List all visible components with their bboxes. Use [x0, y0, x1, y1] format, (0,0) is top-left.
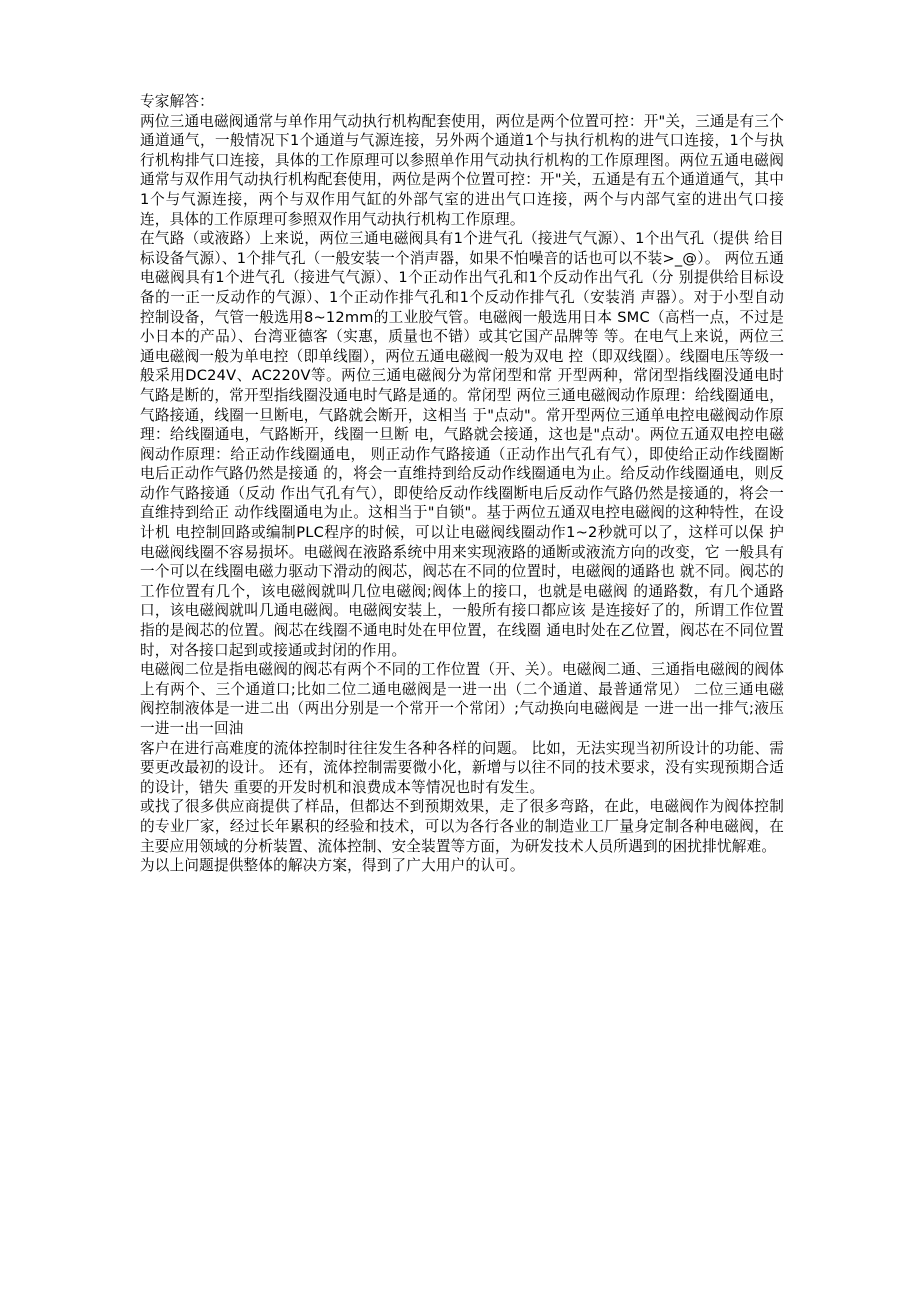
paragraph-valve-overview: 两位三通电磁阀通常与单作用气动执行机构配套使用，两位是两个位置可控：开"关，三通是有三个通道通气，一般情况下1个通道与气源连接，另外两个通道1个与执行机构的进气口连接，1个与执行机构排气口连接，具体的工作原理可以参照单作用气动执行机构的工作原理图。两位五通电磁阀通常与双作用气动执行机构配套使用，两位是两个位置可控：开"关，五通是有五个通道通气，其中1个与气源连接，两个与双作用气缸的外部气室的进出气口连接，两个与内部气室的进出气口接连，具体的工作原理可参照双作用气动执行机构工作原理。 — [140, 112, 784, 228]
paragraph-air-circuit-detail: 在气路（或液路）上来说，两位三通电磁阀具有1个进气孔（接进气气源）、1个出气孔（提供 给目标设备气源）、1个排气孔（一般安装一个消声器，如果不怕噪音的话也可以不装>_@）。 两位五通电磁阀具有1个进气孔（接进气气源）、1个正动作出气孔和1个反动作出气孔（分 别提供给目标设备的一正一反动作的气源）、1个正动作排气孔和1个反动作排气孔（安装消 声器）。对于小型自动控制设备，气管一般选用8~12mm的工业胶气管。电磁阀一般选用日本 SMC（高档一点，不过是小日本的产品）、台湾亚德客（实惠，质量也不错）或其它国产品牌等 等。在电气上来说，两位三通电磁阀一般为单电控（即单线圈），两位五通电磁阀一般为双电 控（即双线圈）。线圈电压等级一般采用DC24V、AC220V等。两位三通电磁阀分为常闭型和常 开型两种，常闭型指线圈没通电时气路是断的，常开型指线圈没通电时气路是通的。常闭型 两位三通电磁阀动作原理：给线圈通电，气路接通，线圈一旦断电，气路就会断开，这相当 于"点动"。常开型两位三通单电控电磁阀动作原理：给线圈通电，气路断开，线圈一旦断 电，气路就会接通，这也是"点动'。两位五通双电控电磁阀动作原理：给正动作线圈通电， 则正动作气路接通（正动作出气孔有气），即使给正动作线圈断电后正动作气路仍然是接通 的，将会一直维持到给反动作线圈通电为止。给反动作线圈通电，则反动作气路接通（反动 作出气孔有气），即使给反动作线圈断电后反动作气路仍然是接通的，将会一直维持到给正 动作线圈通电为止。这相当于"自锁"。基于两位五通双电控电磁阀的这种特性，在设计机 电控制回路或编制PLC程序的时候，可以让电磁阀线圈动作1~2秒就可以了，这样可以保 护电磁阀线圈不容易损坏。电磁阀在液路系统中用来实现液路的通断或液流方向的改变，它 一般具有一个可以在线圈电磁力驱动下滑动的阀芯，阀芯在不同的位置时，电磁阀的通路也 就不同。阀芯的工作位置有几个，该电磁阀就叫几位电磁阀;阀体上的接口，也就是电磁阀 的通路数，有几个通路口，该电磁阀就叫几通电磁阀。电磁阀安装上，一般所有接口都应该 是连接好了的，所谓工作位置指的是阀芯的位置。阀芯在线圈不通电时处在甲位置，在线圈 通电时处在乙位置，阀芯在不同位置时，对各接口起到或接通或封闭的作用。 — [140, 230, 784, 659]
paragraph-manufacturer-solution: 或找了很多供应商提供了样品，但都达不到预期效果，走了很多弯路，在此，电磁阀作为阀体控制的专业厂家，经过长年累积的经验和技术，可以为各行各业的制造业工厂量身定制各种电磁阀，在主要应用领域的分析装置、流体控制、安全装置等方面，为研发技术人员所遇到的困扰排忧解难。 — [140, 798, 784, 855]
document-body — [140, 92, 784, 876]
document-title: 专家解答： — [140, 93, 214, 110]
paragraph-valve-positions: 电磁阀二位是指电磁阀的阀芯有两个不同的工作位置（开、关）。电磁阀二通、三通指电磁阀的阀体上有两个、三个通道口;比如二位二通电磁阀是一进一出（二个通道、最普通常见） 二位三通电磁阀控制液体是一进二出（两出分别是一个常开一个常闭）;气动换向电磁阀是 一进一出一排气;液压一进一出一回油 — [140, 661, 784, 737]
paragraph-customer-problems: 客户在进行高难度的流体控制时往往发生各种各样的问题。 比如，无法实现当初所设计的功能、需要更改最初的设计。 还有，流体控制需要微小化，新增与以往不同的技术要求，没有实现预期合适的设计，错失 重要的开发时机和浪费成本等情况也时有发生。 — [140, 739, 784, 796]
paragraph-conclusion: 为以上问题提供整体的解决方案，得到了广大用户的认可。 — [140, 857, 525, 875]
